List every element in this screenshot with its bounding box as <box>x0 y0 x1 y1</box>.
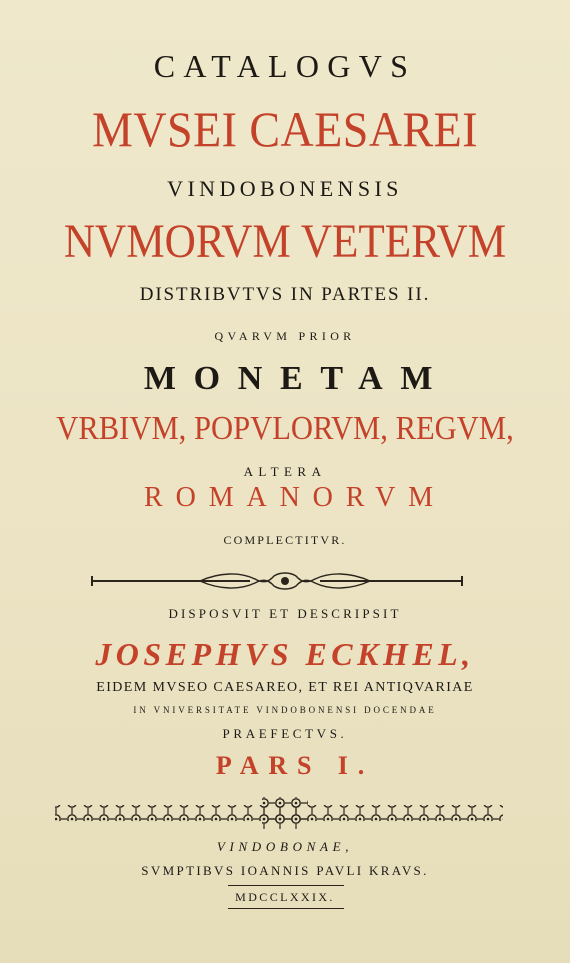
imprint-date: MDCCLXXIX. <box>235 890 335 904</box>
in-universitate-line: IN VNIVERSITATE VINDOBONENSI DOCENDAE <box>133 705 437 715</box>
floral-band-ornament <box>0 795 570 831</box>
quarum-prior-line: QVARVM PRIOR <box>214 329 356 343</box>
urbium-populorum-regum-heading: VRBIVM, POPVLORVM, REGVM, <box>56 410 514 447</box>
altera-line: ALTERA <box>243 464 327 479</box>
eidem-museo-line: EIDEM MVSEO CAESAREO, ET REI ANTIQVARIAE <box>96 680 474 695</box>
vindobonensis-line: VINDOBONENSIS <box>167 176 403 201</box>
complectitur-line: COMPLECTITVR. <box>223 533 347 547</box>
praefectus-line: PRAEFECTVS. <box>222 726 348 741</box>
monetam-heading: MONETAM <box>143 360 451 397</box>
disposuit-line: DISPOSVIT ET DESCRIPSIT <box>168 606 402 621</box>
vindobonae-line: VINDOBONAE, <box>216 839 354 854</box>
scroll-rule-ornament <box>0 570 570 592</box>
numorum-veterum-heading: NVMORVM VETERVM <box>63 215 507 268</box>
author-name: JOSEPHVS ECKHEL, <box>95 636 475 672</box>
distributus-line: DISTRIBVTVS IN PARTES II. <box>139 284 431 305</box>
romanorum-heading: ROMANORVM <box>144 482 446 513</box>
pars-i-heading: PARS I. <box>215 751 375 780</box>
catalogus-heading: CATALOGVS <box>153 48 417 84</box>
musei-caesarei-heading: MVSEI CAESAREI <box>92 101 478 157</box>
sumptibus-line: SVMPTIBVS IOANNIS PAVLI KRAVS. <box>141 863 429 878</box>
